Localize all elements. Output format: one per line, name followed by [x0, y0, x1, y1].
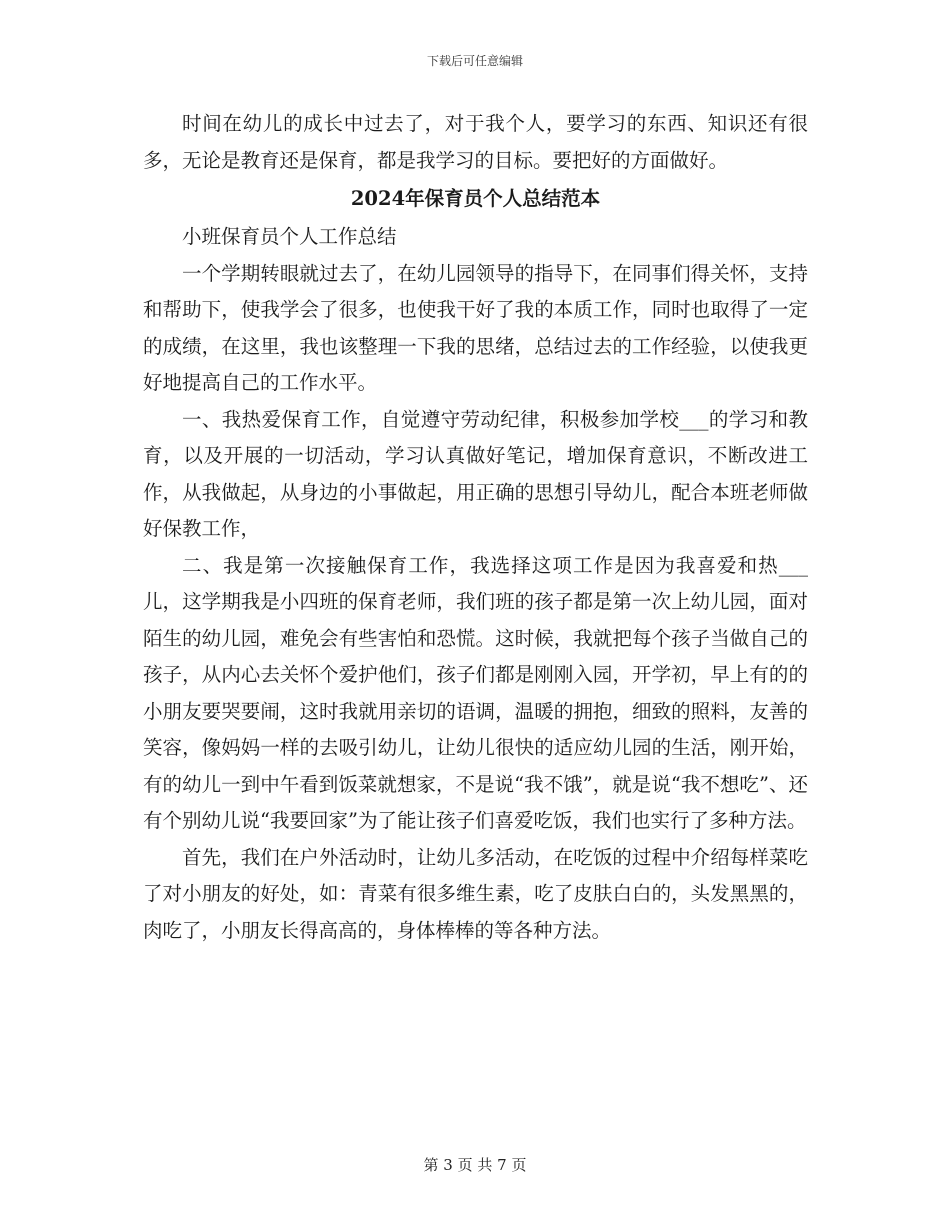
intro-paragraph: 时间在幼儿的成长中过去了，对于我个人，要学习的东西、知识还有很多，无论是教育还是保育，都是我学习的目标。要把好的方面做好。: [143, 112, 808, 172]
document-title: 2024年保育员个人总结范本: [350, 187, 601, 210]
document-body: [143, 106, 808, 949]
document-subtitle: 小班保育员个人工作总结: [182, 225, 397, 248]
body-paragraph: 首先，我们在户外活动时，让幼儿多活动，在吃饭的过程中介绍每样菜吃了对小朋友的好处，如：青菜有很多维生素，吃了皮肤白白的，头发黑黑的，肉吃了，小朋友长得高高的，身体棒棒的等各种方法。: [143, 845, 808, 942]
body-paragraph: 一、我热爱保育工作，自觉遵守劳动纪律，积极参加学校___的学习和教育，以及开展的一切活动，学习认真做好笔记，增加保育意识，不断改进工作，从我做起，从身边的小事做起，用正确的思想引导幼儿，配合本班老师做好保教工作，: [143, 407, 808, 540]
body-paragraph: 二、我是第一次接触保育工作，我选择这项工作是因为我喜爱和热___儿，这学期我是小四班的保育老师，我们班的孩子都是第一次上幼儿园，面对陌生的幼儿园，难免会有些害怕和恐慌。这时候，我就把每个孩子当做自己的孩子，从内心去关怀个爱护他们，孩子们都是刚刚入园，开学初，早上有的的小朋友要哭要闹，这时我就用亲切的语调，温暖的拥抱，细致的照料，友善的笑容，像妈妈一样的去吸引幼儿，让幼儿很快的适应幼儿园的生活，刚开始，有的幼儿一到中午看到饭菜就想家，不是说“我不饿”，就是说“我不想吃”、还有个别幼儿说“我要回家”为了能让孩子们喜爱吃饭，我们也实行了多种方法。: [143, 553, 808, 832]
page-indicator: 第 3 页 共 7 页: [423, 1156, 527, 1174]
body-paragraph: 一个学期转眼就过去了，在幼儿园领导的指导下，在同事们得关怀，支持和帮助下，使我学会了很多，也使我干好了我的本质工作，同时也取得了一定的成绩，在这里，我也该整理一下我的思绪，总结过去的工作经验，以使我更好地提高自己的工作水平。: [143, 261, 808, 394]
page-header-note: 下载后可任意编辑: [426, 54, 523, 68]
